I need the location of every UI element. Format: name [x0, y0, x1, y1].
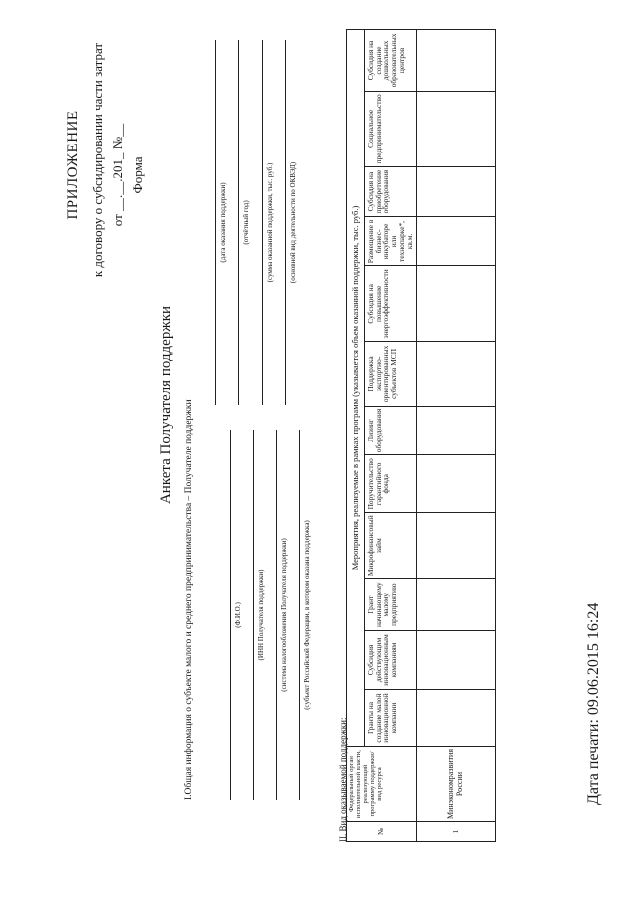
num-header: №	[347, 822, 417, 842]
print-date: Дата печати: 09.06.2015 16:24	[585, 602, 602, 805]
support-date-line	[215, 40, 216, 405]
column-header: Субсидия действующим инновационным компаниям	[364, 631, 416, 690]
table-cell[interactable]	[416, 266, 495, 342]
okved-line	[285, 40, 286, 405]
inn-caption: (ИНН Получателя поддержки)	[257, 569, 265, 661]
section1-title: I.Общая информация о субъекте малого и среднего предпринимательства – Получателе поддержки	[184, 399, 194, 800]
column-header: Гранты на создание малой инновационной компании	[364, 689, 416, 746]
appendix-subtitle: к договору о субсидировании части затрат	[90, 42, 105, 278]
row-agency: Минэкономразвития России	[416, 746, 495, 821]
column-header: Поддержка экспортно-ориентированных субъектов МСП	[364, 342, 416, 406]
tax-system-line	[276, 430, 277, 800]
section2-title: II. Вид оказываемой поддержки:	[338, 717, 348, 842]
table-cell[interactable]	[416, 513, 495, 579]
region-line	[299, 430, 300, 800]
measures-header: Мероприятия, реализуемые в рамках программ (указывается объем оказанной поддержки, тыс. руб.)	[347, 30, 365, 747]
column-header: Лизинг оборудования	[364, 406, 416, 455]
agency-header: Федеральный орган исполнительной власти, реализующий программу поддержки/вид ресурса	[347, 746, 417, 821]
appendix-date-line: от __.__.201_ №__	[110, 123, 125, 227]
column-header: Грант начинающему малому предприятию	[364, 579, 416, 631]
form-label: Форма	[130, 156, 145, 194]
column-header: Поручительство гарантийного фонда	[364, 455, 416, 513]
fio-caption: (Ф.И.О.)	[234, 602, 242, 628]
fio-line	[230, 430, 231, 800]
tax-system-caption: (система налогообложения Получателя поддержки)	[280, 538, 288, 692]
table-cell[interactable]	[416, 342, 495, 406]
okved-caption: (основной вид деятельности по ОКВЭД)	[289, 161, 297, 284]
report-year-line	[238, 40, 239, 405]
table-row	[416, 30, 495, 842]
row-number: 1	[416, 822, 495, 842]
table-cell[interactable]	[416, 217, 495, 266]
table-cell[interactable]	[416, 689, 495, 746]
table-cell[interactable]	[416, 30, 495, 92]
support-type-table	[346, 29, 496, 842]
column-header: Микрофинансовый займ	[364, 513, 416, 579]
report-year-caption: (отчётный год)	[242, 200, 250, 245]
table-header-row-top	[347, 30, 365, 842]
table-cell[interactable]	[416, 455, 495, 513]
table-cell[interactable]	[416, 91, 495, 166]
table-cell[interactable]	[416, 166, 495, 217]
support-date-caption: (дата оказания поддержки)	[219, 182, 227, 263]
column-header: Субсидия на повышение энергоэффективности	[364, 266, 416, 342]
table-cell[interactable]	[416, 579, 495, 631]
table-cell[interactable]	[416, 406, 495, 455]
table-header-row-columns	[364, 30, 416, 842]
column-header: Социальное предпринимательство	[364, 91, 416, 166]
column-header: Размещение в бизнес-инкубаторе или технопарке*, кв.м.	[364, 217, 416, 266]
support-amount-caption: (сумма оказанной поддержки, тыс. руб.)	[266, 162, 274, 283]
main-title: Анкета Получателя поддержки	[158, 305, 174, 505]
appendix-title: ПРИЛОЖЕНИЕ	[65, 110, 81, 220]
column-header: Субсидия на приобретение оборудования	[364, 166, 416, 217]
region-caption: (субъект Российской Федерации, в котором оказана поддержка)	[303, 520, 311, 710]
support-amount-line	[262, 40, 263, 405]
inn-line	[253, 430, 254, 800]
column-header: Субсидия на создание дошкольных образовательных центров	[364, 30, 416, 92]
table-cell[interactable]	[416, 631, 495, 690]
